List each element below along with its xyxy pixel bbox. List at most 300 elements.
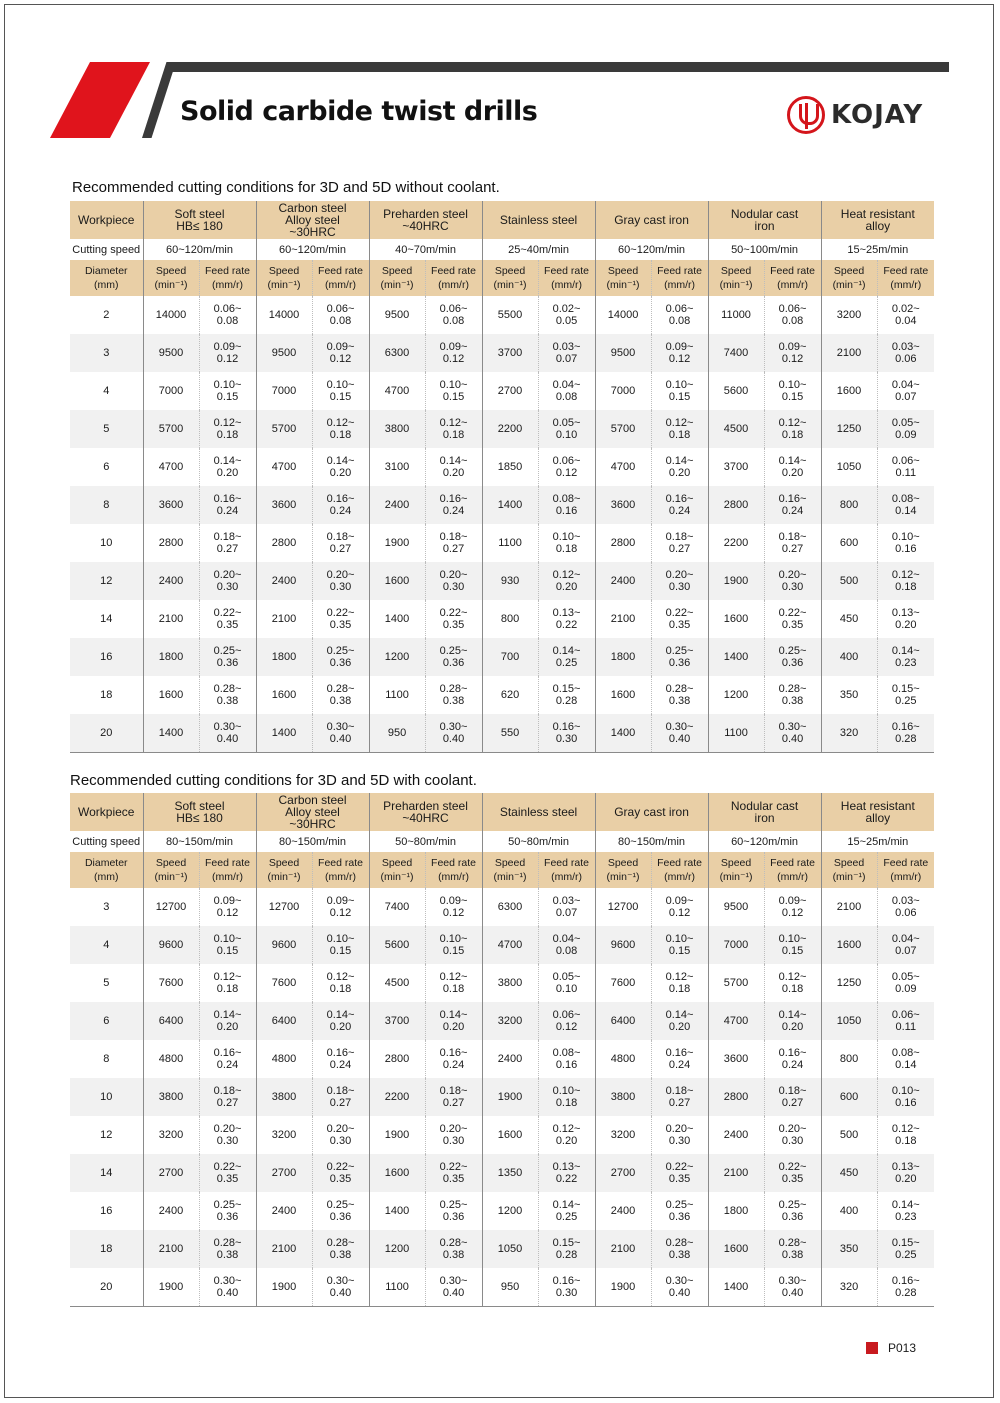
speed-value: 9500 <box>158 347 184 359</box>
feed-rate-min: 0.20~ <box>439 569 468 581</box>
table-row <box>70 448 934 486</box>
feed-rate-min: 0.06~ <box>552 455 581 467</box>
speed-value: 2200 <box>384 1091 410 1103</box>
feed-rate-min: 0.14~ <box>665 455 694 467</box>
diameter-value: 20 <box>100 1281 113 1293</box>
feed-rate-max: 0.36 <box>329 1211 352 1223</box>
speed-cell <box>482 410 538 448</box>
speed-cell <box>708 600 764 638</box>
feed-rate-max: 0.15 <box>668 391 691 403</box>
feed-rate-min: 0.28~ <box>665 683 694 695</box>
feed-rate-max: 0.11 <box>895 1021 917 1033</box>
material-name-line: Nodular cast <box>730 207 799 221</box>
speed-cell <box>256 1268 312 1307</box>
speed-cell <box>369 1040 425 1078</box>
speed-cell <box>821 372 877 410</box>
diameter-cell <box>70 296 143 334</box>
cutting-speed-text: 60~120m/min <box>166 243 233 256</box>
speed-header <box>595 852 651 888</box>
speed-cell <box>595 562 651 600</box>
feed-rate-max: 0.28 <box>555 695 578 707</box>
speed-cell <box>821 1040 877 1078</box>
feed-rate-cell <box>764 562 821 600</box>
workpiece-header <box>70 793 143 831</box>
feed-rate-header <box>538 852 595 888</box>
speed-cell <box>482 964 538 1002</box>
speed-cell <box>595 296 651 334</box>
feed-rate-max: 0.38 <box>442 695 465 707</box>
speed-cell <box>143 1230 199 1268</box>
feed-rate-min: 0.18~ <box>665 1085 694 1097</box>
speed-value: 1900 <box>384 537 410 549</box>
speed-label: Speed <box>155 857 187 869</box>
feed-rate-max: 0.35 <box>668 619 691 631</box>
feed-rate-min: 0.08~ <box>552 1047 581 1059</box>
speed-value: 1600 <box>723 613 749 625</box>
speed-cell <box>256 888 312 926</box>
speed-cell <box>821 714 877 753</box>
speed-value: 2400 <box>723 1129 749 1141</box>
speed-value: 5600 <box>384 939 410 951</box>
feed-rate-max: 0.38 <box>668 1249 691 1261</box>
feed-rate-max: 0.38 <box>781 1249 804 1261</box>
feed-rate-cell <box>764 524 821 562</box>
speed-value: 3600 <box>723 1053 749 1065</box>
feed-rate-min: 0.18~ <box>439 1085 468 1097</box>
speed-value: 1400 <box>723 1281 749 1293</box>
table-row <box>70 486 934 524</box>
feed-rate-max: 0.20 <box>668 1021 691 1033</box>
speed-label: Speed <box>720 857 752 869</box>
feed-rate-max: 0.07 <box>895 945 917 957</box>
speed-value: 3600 <box>610 499 636 511</box>
speed-value: 1600 <box>723 1243 749 1255</box>
feed-rate-cell <box>877 1268 934 1307</box>
speed-value: 600 <box>839 1091 859 1103</box>
speed-value: 5700 <box>610 423 636 435</box>
speed-label: Speed <box>268 857 300 869</box>
diameter-value: 5 <box>103 977 110 989</box>
speed-value: 1600 <box>158 689 184 701</box>
diameter-label: Diameter <box>84 857 128 869</box>
feed-rate-max: 0.18 <box>555 1097 578 1109</box>
feed-rate-min: 0.12~ <box>439 417 468 429</box>
diameter-cell <box>70 888 143 926</box>
diameter-cell <box>70 600 143 638</box>
feed-rate-min: 0.04~ <box>891 379 920 391</box>
feed-rate-min: 0.14~ <box>213 1009 242 1021</box>
feed-rate-min: 0.18~ <box>213 1085 242 1097</box>
diameter-cell <box>70 1078 143 1116</box>
feed-rate-max: 0.22 <box>555 1173 578 1185</box>
speed-header <box>482 260 538 296</box>
feed-rate-cell <box>764 1268 821 1307</box>
feed-rate-min: 0.16~ <box>552 1275 581 1287</box>
feed-rate-cell <box>651 1230 708 1268</box>
feed-rate-min: 0.10~ <box>439 379 468 391</box>
speed-cell <box>821 448 877 486</box>
feed-rate-max: 0.30 <box>216 1135 239 1147</box>
feed-rate-cell <box>651 926 708 964</box>
cutting-speed-label-cell <box>70 239 143 260</box>
speed-value: 5700 <box>158 423 184 435</box>
feed-rate-max: 0.40 <box>329 733 352 745</box>
feed-rate-max: 0.06 <box>895 907 917 919</box>
feed-rate-cell <box>425 714 482 753</box>
feed-rate-max: 0.40 <box>329 1287 352 1299</box>
feed-rate-cell <box>425 410 482 448</box>
table-row <box>70 926 934 964</box>
feed-rate-max: 0.08 <box>442 315 465 327</box>
feed-rate-max: 0.27 <box>329 1097 352 1109</box>
speed-value: 3200 <box>610 1129 636 1141</box>
material-name-line: Soft steel <box>174 799 225 813</box>
feed-rate-cell <box>651 372 708 410</box>
feed-rate-min: 0.06~ <box>552 1009 581 1021</box>
feed-rate-cell <box>877 486 934 524</box>
speed-value: 1100 <box>724 727 748 739</box>
feed-rate-cell <box>764 1002 821 1040</box>
diameter-cell <box>70 448 143 486</box>
feed-rate-max: 0.15 <box>442 391 465 403</box>
feed-rate-cell <box>764 296 821 334</box>
diameter-value: 4 <box>103 385 110 397</box>
speed-cell <box>369 1154 425 1192</box>
feed-rate-cell <box>764 1116 821 1154</box>
speed-value: 2700 <box>271 1167 297 1179</box>
speed-value: 800 <box>500 613 520 625</box>
column-subheader-row <box>70 852 934 888</box>
speed-value: 350 <box>839 1243 859 1255</box>
diameter-cell <box>70 562 143 600</box>
cutting-speed-value <box>143 831 256 852</box>
feed-rate-min: 0.30~ <box>778 1275 807 1287</box>
speed-cell <box>482 1230 538 1268</box>
feed-rate-cell <box>199 676 256 714</box>
speed-cell <box>143 562 199 600</box>
table-row <box>70 888 934 926</box>
feed-rate-cell <box>764 638 821 676</box>
page-title: Solid carbide twist drills <box>180 96 538 127</box>
feed-rate-cell <box>199 638 256 676</box>
speed-cell <box>369 410 425 448</box>
feed-rate-max: 0.38 <box>329 1249 352 1261</box>
speed-header <box>821 260 877 296</box>
diameter-value: 8 <box>103 1053 110 1065</box>
speed-cell <box>482 1002 538 1040</box>
speed-cell <box>595 600 651 638</box>
speed-value: 2700 <box>497 385 523 397</box>
feed-rate-min: 0.10~ <box>778 379 807 391</box>
feed-rate-cell <box>764 1154 821 1192</box>
feed-rate-min: 0.10~ <box>665 379 694 391</box>
feed-rate-cell <box>651 714 708 753</box>
feed-rate-max: 0.27 <box>668 543 691 555</box>
diameter-cell <box>70 1230 143 1268</box>
feed-rate-max: 0.20 <box>216 467 239 479</box>
diameter-value: 10 <box>100 1091 113 1103</box>
speed-cell <box>256 1154 312 1192</box>
feed-rate-max: 0.25 <box>555 657 578 669</box>
feed-rate-cell <box>651 1078 708 1116</box>
speed-header <box>256 260 312 296</box>
feed-rate-min: 0.28~ <box>213 1237 242 1249</box>
feed-rate-cell <box>199 1002 256 1040</box>
feed-rate-cell <box>651 1002 708 1040</box>
speed-cell <box>482 676 538 714</box>
speed-header <box>143 852 199 888</box>
feed-rate-max: 0.30 <box>668 581 691 593</box>
workpiece-header <box>70 201 143 239</box>
feed-rate-unit: (mm/r) <box>890 871 922 883</box>
feed-rate-max: 0.27 <box>781 543 804 555</box>
speed-value: 9600 <box>610 939 636 951</box>
speed-value: 800 <box>839 499 859 511</box>
feed-rate-min: 0.09~ <box>326 895 355 907</box>
feed-rate-cell <box>877 1192 934 1230</box>
speed-cell <box>256 1230 312 1268</box>
feed-rate-cell <box>651 1116 708 1154</box>
diameter-cell <box>70 1040 143 1078</box>
feed-rate-cell <box>425 1230 482 1268</box>
material-header <box>143 793 256 831</box>
feed-rate-cell <box>651 486 708 524</box>
page-number-label: P013 <box>888 1341 917 1355</box>
feed-rate-min: 0.20~ <box>326 1123 355 1135</box>
feed-rate-min: 0.10~ <box>326 379 355 391</box>
feed-rate-min: 0.10~ <box>213 933 242 945</box>
speed-cell <box>482 1192 538 1230</box>
feed-rate-min: 0.06~ <box>891 455 920 467</box>
speed-value: 12700 <box>268 901 300 913</box>
feed-rate-unit: (mm/r) <box>890 279 922 291</box>
material-name-line: Carbon steel <box>278 793 347 807</box>
speed-value: 3700 <box>723 461 749 473</box>
speed-value: 4800 <box>158 1053 184 1065</box>
speed-value: 800 <box>839 1053 859 1065</box>
feed-rate-min: 0.14~ <box>665 1009 694 1021</box>
speed-cell <box>256 562 312 600</box>
feed-rate-cell <box>651 600 708 638</box>
speed-cell <box>595 372 651 410</box>
material-name-line: Gray cast iron <box>614 805 689 819</box>
feed-rate-cell <box>764 714 821 753</box>
feed-rate-cell <box>312 638 369 676</box>
speed-value: 9500 <box>384 309 410 321</box>
feed-rate-min: 0.28~ <box>439 683 468 695</box>
cutting-speed-value <box>369 239 482 260</box>
speed-cell <box>821 1002 877 1040</box>
speed-unit: (min⁻¹) <box>832 279 866 291</box>
feed-rate-max: 0.24 <box>442 505 465 517</box>
diameter-header <box>70 852 143 888</box>
feed-rate-max: 0.06 <box>895 353 917 365</box>
feed-rate-cell <box>312 1268 369 1307</box>
speed-cell <box>482 1116 538 1154</box>
feed-rate-min: 0.14~ <box>439 455 468 467</box>
cutting-speed-value <box>482 239 595 260</box>
speed-value: 1900 <box>497 1091 523 1103</box>
feed-rate-min: 0.05~ <box>552 417 581 429</box>
feed-rate-cell <box>312 410 369 448</box>
speed-cell <box>256 600 312 638</box>
feed-rate-min: 0.12~ <box>778 417 807 429</box>
feed-rate-max: 0.08 <box>329 315 352 327</box>
speed-cell <box>143 1040 199 1078</box>
speed-unit: (min⁻¹) <box>493 871 527 883</box>
feed-rate-min: 0.02~ <box>891 303 920 315</box>
feed-rate-cell <box>425 1268 482 1307</box>
speed-cell <box>143 1116 199 1154</box>
feed-rate-max: 0.36 <box>442 1211 465 1223</box>
speed-cell <box>821 1154 877 1192</box>
speed-label: Speed <box>607 265 639 277</box>
diameter-cell <box>70 410 143 448</box>
speed-cell <box>482 486 538 524</box>
feed-rate-cell <box>199 562 256 600</box>
speed-value: 1200 <box>723 689 749 701</box>
feed-rate-min: 0.18~ <box>778 1085 807 1097</box>
feed-rate-max: 0.35 <box>442 1173 465 1185</box>
feed-rate-min: 0.09~ <box>665 895 694 907</box>
feed-rate-cell <box>877 410 934 448</box>
feed-rate-min: 0.10~ <box>891 1085 920 1097</box>
feed-rate-min: 0.14~ <box>213 455 242 467</box>
speed-value: 1100 <box>385 1281 409 1293</box>
speed-value: 1250 <box>836 977 862 989</box>
diameter-value: 3 <box>103 901 110 913</box>
speed-cell <box>369 600 425 638</box>
feed-rate-max: 0.30 <box>668 1135 691 1147</box>
cutting-speed-value <box>708 239 821 260</box>
speed-cell <box>482 600 538 638</box>
speed-value: 3800 <box>610 1091 636 1103</box>
speed-value: 11000 <box>721 309 751 321</box>
feed-rate-cell <box>651 888 708 926</box>
speed-value: 5700 <box>271 423 297 435</box>
feed-rate-min: 0.25~ <box>213 1199 242 1211</box>
speed-value: 1900 <box>158 1281 184 1293</box>
feed-rate-cell <box>312 676 369 714</box>
feed-rate-cell <box>425 926 482 964</box>
table-row <box>70 562 934 600</box>
speed-value: 2400 <box>271 575 297 587</box>
feed-rate-min: 0.14~ <box>891 1199 920 1211</box>
feed-rate-cell <box>199 372 256 410</box>
feed-rate-label: Feed rate <box>205 857 250 869</box>
feed-rate-max: 0.12 <box>668 907 691 919</box>
speed-cell <box>708 372 764 410</box>
feed-rate-max: 0.15 <box>329 391 352 403</box>
feed-rate-min: 0.14~ <box>778 455 807 467</box>
speed-value: 2400 <box>158 1205 184 1217</box>
speed-value: 1050 <box>836 461 862 473</box>
feed-rate-max: 0.18 <box>668 429 691 441</box>
speed-label: Speed <box>720 265 752 277</box>
feed-rate-max: 0.30 <box>442 581 465 593</box>
feed-rate-max: 0.12 <box>216 353 239 365</box>
feed-rate-min: 0.16~ <box>439 1047 468 1059</box>
feed-rate-cell <box>312 1154 369 1192</box>
material-name-line: Heat resistant <box>840 207 915 221</box>
feed-rate-max: 0.18 <box>781 429 804 441</box>
feed-rate-min: 0.12~ <box>891 569 920 581</box>
speed-value: 320 <box>839 727 859 739</box>
material-name-line: iron <box>754 811 775 825</box>
feed-rate-cell <box>425 1192 482 1230</box>
speed-value: 14000 <box>155 309 187 321</box>
feed-rate-cell <box>538 1002 595 1040</box>
material-header <box>482 201 595 239</box>
feed-rate-max: 0.30 <box>555 733 578 745</box>
table-1-title: Recommended cutting conditions for 3D and 5D without coolant. <box>72 179 500 196</box>
feed-rate-min: 0.06~ <box>326 303 355 315</box>
feed-rate-cell <box>651 964 708 1002</box>
feed-rate-min: 0.05~ <box>552 971 581 983</box>
feed-rate-min: 0.16~ <box>665 493 694 505</box>
feed-rate-min: 0.25~ <box>665 1199 694 1211</box>
feed-rate-cell <box>538 372 595 410</box>
feed-rate-max: 0.10 <box>555 983 578 995</box>
feed-rate-max: 0.20 <box>442 467 465 479</box>
feed-rate-cell <box>312 562 369 600</box>
cutting-table-with-coolant <box>70 793 934 1307</box>
feed-rate-min: 0.20~ <box>326 569 355 581</box>
feed-rate-cell <box>538 1154 595 1192</box>
feed-rate-cell <box>764 448 821 486</box>
speed-cell <box>256 1002 312 1040</box>
feed-rate-min: 0.20~ <box>778 1123 807 1135</box>
feed-rate-min: 0.15~ <box>552 1237 581 1249</box>
diameter-value: 8 <box>103 499 110 511</box>
feed-rate-header <box>199 260 256 296</box>
speed-value: 2800 <box>271 537 297 549</box>
feed-rate-max: 0.05 <box>555 315 578 327</box>
feed-rate-min: 0.30~ <box>213 721 242 733</box>
feed-rate-min: 0.30~ <box>439 1275 468 1287</box>
feed-rate-min: 0.15~ <box>891 683 920 695</box>
feed-rate-max: 0.40 <box>442 1287 465 1299</box>
table-row <box>70 600 934 638</box>
feed-rate-min: 0.30~ <box>326 1275 355 1287</box>
feed-rate-min: 0.14~ <box>439 1009 468 1021</box>
speed-value: 3800 <box>271 1091 297 1103</box>
speed-cell <box>256 448 312 486</box>
speed-value: 7000 <box>271 385 297 397</box>
cutting-speed-value <box>821 239 934 260</box>
feed-rate-label: Feed rate <box>770 857 816 869</box>
feed-rate-cell <box>312 888 369 926</box>
speed-cell <box>143 714 199 753</box>
speed-value: 4700 <box>158 461 184 473</box>
feed-rate-max: 0.35 <box>668 1173 691 1185</box>
speed-unit: (min⁻¹) <box>154 279 188 291</box>
feed-rate-max: 0.27 <box>442 1097 465 1109</box>
feed-rate-min: 0.16~ <box>213 1047 242 1059</box>
speed-value: 4800 <box>610 1053 636 1065</box>
speed-cell <box>821 486 877 524</box>
feed-rate-cell <box>425 888 482 926</box>
speed-label: Speed <box>494 857 526 869</box>
feed-rate-cell <box>538 1192 595 1230</box>
material-name-line: Stainless steel <box>499 213 578 227</box>
table-row <box>70 1154 934 1192</box>
speed-cell <box>143 926 199 964</box>
speed-value: 600 <box>839 537 859 549</box>
feed-rate-max: 0.23 <box>895 657 917 669</box>
feed-rate-min: 0.08~ <box>891 1047 920 1059</box>
feed-rate-min: 0.04~ <box>552 379 581 391</box>
